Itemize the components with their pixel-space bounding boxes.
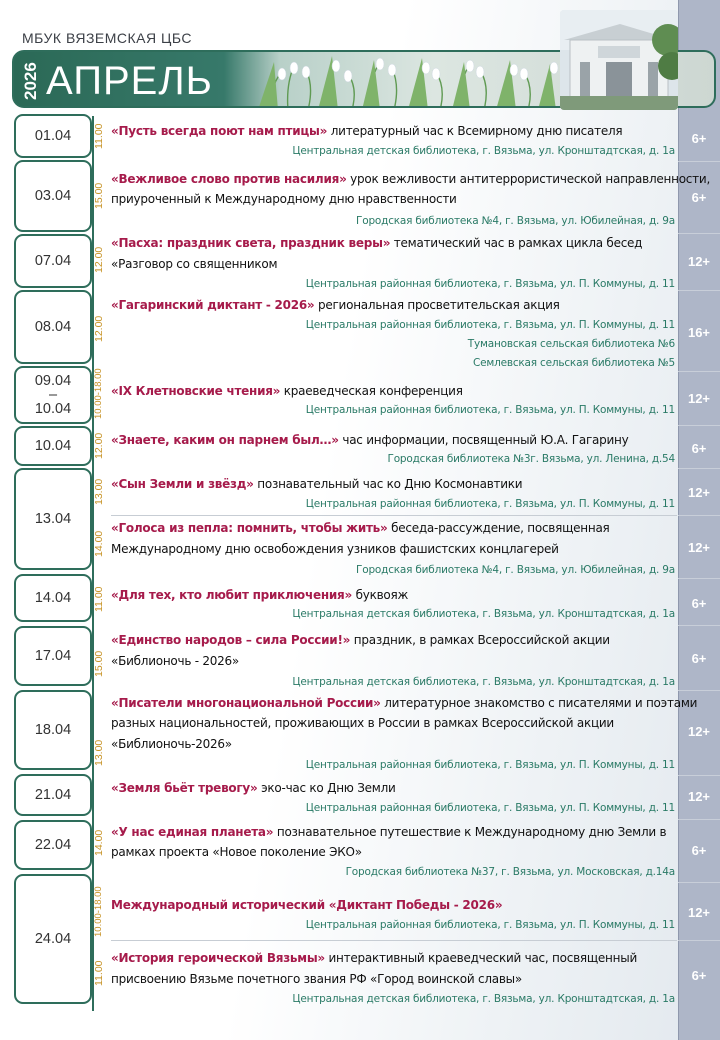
event-time: 13.00 [93, 739, 105, 767]
event-text [111, 381, 676, 402]
event-title: «История героической Вязьмы» [111, 951, 325, 965]
divider [678, 161, 720, 162]
date-24-04: 24.04 [14, 874, 92, 1004]
event-description: познавательное путешествие к Международному дню Земли в [273, 825, 667, 839]
event-text [111, 822, 676, 843]
event-time: 12.00 [93, 432, 105, 460]
age-rating: 6+ [691, 596, 707, 611]
date-22-04: 22.04 [14, 820, 92, 870]
event-place: Центральная районная библиотека, г. Вязьма, ул. П. Коммуны, д. 11 [305, 759, 675, 771]
event-place: Тумановская сельская библиотека №6 [467, 338, 675, 350]
event-time: 15.00 [93, 650, 105, 678]
event-title: «Вежливое слово против насилия» [111, 172, 347, 186]
event-text [111, 630, 676, 651]
event-title: «Пасха: праздник света, праздник веры» [111, 236, 391, 250]
divider [678, 468, 720, 469]
event-description-line2: присвоению Вязьме почетного звания РФ «Город воинской славы» [111, 972, 522, 986]
event-description-line2: разных национальностей, проживающих в России в рамках Всероссийской акции [111, 716, 614, 730]
event-text [111, 585, 676, 606]
event-description: литературное знакомство с писателями и поэтами [380, 696, 698, 710]
event-title: «Для тех, кто любит приключения» [111, 588, 352, 602]
date-01-04: 01.04 [14, 114, 92, 158]
divider [678, 371, 720, 372]
divider [678, 775, 720, 776]
event-description-line2: рамках проекта «Новое поколение ЭКО» [111, 845, 362, 859]
age-rating: 6+ [691, 190, 707, 205]
event-text [111, 948, 676, 969]
age-rating: 12+ [687, 789, 711, 804]
event-place: Семлевская сельская библиотека №5 [472, 357, 675, 369]
event-title: «Пусть всегда поют нам птицы» [111, 124, 328, 138]
age-rating: 12+ [687, 540, 711, 555]
event-title: «IX Клетновские чтения» [111, 384, 281, 398]
event-description: познавательный час ко Дню Космонавтики [253, 477, 523, 491]
event-text [111, 233, 676, 254]
event-place: Центральная детская библиотека, г. Вязьма, ул. Кронштадтская, д. 1а [292, 676, 675, 688]
divider [678, 625, 720, 626]
event-place: Центральная детская библиотека, г. Вязьма, ул. Кронштадтская, д. 1а [292, 145, 675, 157]
event-title: «Гагаринский диктант - 2026» [111, 298, 315, 312]
age-rating: 6+ [691, 651, 707, 666]
event-place: Центральная районная библиотека, г. Вязьма, ул. П. Коммуны, д. 11 [305, 498, 675, 510]
event-time: 11.00 [93, 960, 105, 986]
age-rating: 16+ [687, 325, 711, 340]
date-09-10-04: 09.04 – 10.04 [14, 366, 92, 424]
event-time: 15.00 [93, 182, 105, 210]
divider [678, 425, 720, 426]
event-place: Центральная районная библиотека, г. Вязьма, ул. П. Коммуны, д. 11 [305, 919, 675, 931]
date-21-04: 21.04 [14, 774, 92, 816]
age-rating: 12+ [687, 724, 711, 739]
event-time: 10.00-18.00 [93, 368, 104, 420]
event-text [111, 693, 698, 714]
event-description-line2: приуроченный к Международному дню нравственности [111, 192, 457, 206]
event-time: 14.00 [93, 530, 105, 558]
event-time: 12.00 [93, 246, 105, 274]
age-rating: 6+ [691, 843, 707, 858]
age-strip [678, 0, 720, 1040]
divider [678, 882, 720, 883]
event-description: эко-час ко Дню Земли [257, 781, 396, 795]
event-text [111, 895, 676, 916]
event-place: Городская библиотека №4, г. Вязьма, ул. Юбилейная, д. 9а [356, 215, 675, 227]
event-description: праздник, в рамках Всероссийской акции [350, 633, 610, 647]
date-14-04: 14.04 [14, 574, 92, 622]
event-time: 10.00-18.00 [93, 886, 104, 938]
divider [678, 290, 720, 291]
event-place: Центральная районная библиотека, г. Вязьма, ул. П. Коммуны, д. 11 [305, 802, 675, 814]
event-description: литературный час к Всемирному дню писателя [327, 124, 623, 138]
event-title: «Единство народов – сила России!» [111, 633, 351, 647]
event-text [111, 778, 676, 799]
event-title: «Земля бьёт тревогу» [111, 781, 258, 795]
divider [678, 515, 720, 516]
event-place: Городская библиотека №37, г. Вязьма, ул. Московская, д.14а [345, 866, 675, 878]
event-description: краеведческая конференция [280, 384, 463, 398]
divider [111, 515, 677, 516]
divider [678, 690, 720, 691]
age-rating: 6+ [691, 131, 707, 146]
event-description: беседа-рассуждение, посвященная [387, 521, 610, 535]
event-description-line2: Международному дню освобождения узников фашистских концлагерей [111, 542, 559, 556]
event-text [111, 169, 711, 190]
event-description: тематический час в рамках цикла бесед [390, 236, 643, 250]
event-text [111, 474, 676, 495]
event-time: 14.00 [93, 829, 105, 857]
date-07-04: 07.04 [14, 234, 92, 288]
event-place: Городская библиотека №4, г. Вязьма, ул. Юбилейная, д. 9а [356, 564, 675, 576]
event-description: интерактивный краеведческий час, посвященный [324, 951, 638, 965]
event-place: Центральная районная библиотека, г. Вязьма, ул. П. Коммуны, д. 11 [305, 404, 675, 416]
event-time: 12.00 [93, 315, 105, 343]
age-rating: 12+ [687, 485, 711, 500]
event-place: Центральная районная библиотека, г. Вязьма, ул. П. Коммуны, д. 11 [305, 278, 675, 290]
age-rating: 6+ [691, 968, 707, 983]
event-title: «Писатели многонациональной России» [111, 696, 381, 710]
banner-year: 2026 [21, 62, 40, 100]
event-title: «Голоса из пепла: помнить, чтобы жить» [111, 521, 388, 535]
event-description-line3: «Библионочь-2026» [111, 737, 232, 751]
event-text [111, 295, 676, 316]
date-13-04: 13.04 [14, 468, 92, 570]
date-08-04: 08.04 [14, 290, 92, 364]
event-time: 11.00 [93, 586, 105, 612]
date-17-04: 17.04 [14, 626, 92, 686]
age-rating: 6+ [691, 441, 707, 456]
age-rating: 12+ [687, 391, 711, 406]
divider [678, 819, 720, 820]
event-description-line2: «Библионочь - 2026» [111, 654, 240, 668]
age-rating: 12+ [687, 905, 711, 920]
event-place: Центральная районная библиотека, г. Вязьма, ул. П. Коммуны, д. 11 [305, 319, 675, 331]
event-description: буквояж [352, 588, 409, 602]
event-time: 13.00 [93, 478, 105, 506]
event-text [111, 430, 676, 451]
event-place: Центральная детская библиотека, г. Вязьма, ул. Кронштадтская, д. 1а [292, 608, 675, 620]
divider [678, 578, 720, 579]
organization-name: МБУК ВЯЗЕМСКАЯ ЦБС [22, 30, 193, 46]
event-text [111, 121, 676, 142]
event-description: региональная просветительская акция [314, 298, 560, 312]
date-18-04: 18.04 [14, 690, 92, 770]
event-time: 11.00 [93, 123, 105, 149]
event-title: «Знаете, каким он парнем был…» [111, 433, 339, 447]
divider [678, 940, 720, 941]
age-rating: 12+ [687, 254, 711, 269]
event-description: урок вежливости антитеррористической направленности, [346, 172, 711, 186]
event-text [111, 518, 676, 539]
date-03-04: 03.04 [14, 160, 92, 232]
event-title: «Сын Земли и звёзд» [111, 477, 254, 491]
event-title: «У нас единая планета» [111, 825, 274, 839]
banner-month: АПРЕЛЬ [46, 59, 213, 103]
library-building-photo [560, 10, 678, 110]
event-description: час информации, посвященный Ю.А. Гагарину [338, 433, 629, 447]
divider [111, 940, 677, 941]
event-title: Международный исторический «Диктант Победы - 2026» [111, 898, 503, 912]
event-place: Городская библиотека №3г. Вязьма, ул. Ленина, д.54 [387, 453, 675, 465]
event-place: Центральная детская библиотека, г. Вязьма, ул. Кронштадтская, д. 1а [292, 993, 675, 1005]
divider [678, 233, 720, 234]
event-description-line2: «Разговор со священником [111, 257, 278, 271]
date-10-04: 10.04 [14, 426, 92, 466]
